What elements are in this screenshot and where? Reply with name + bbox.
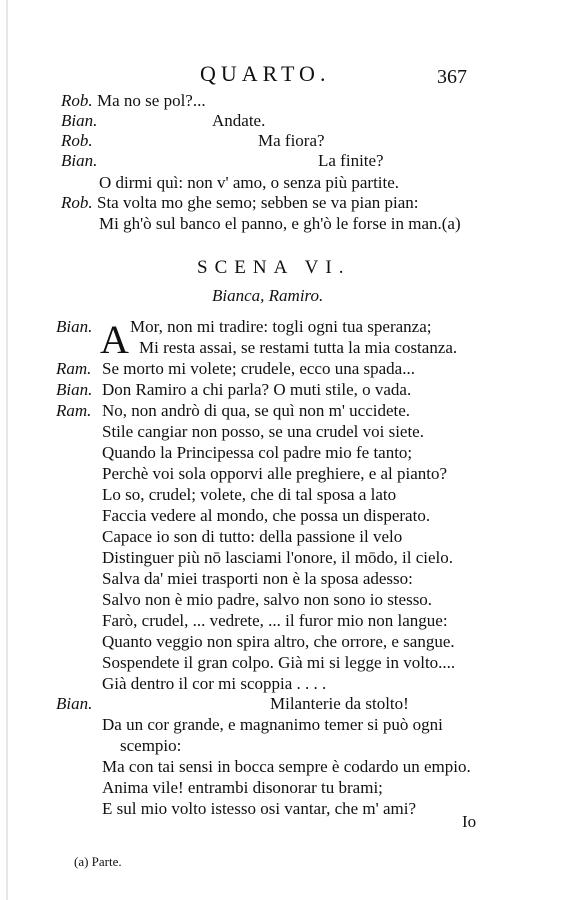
verse-line: Lo so, crudel; volete, che di tal sposa a lato bbox=[102, 485, 397, 504]
verse-line: Già dentro il cor mi scoppia . . . . bbox=[102, 674, 327, 693]
page-number: 367 bbox=[437, 66, 467, 88]
verse-line: Ma no se pol?... bbox=[97, 91, 206, 110]
verse-line: Stile cangiar non posso, se una crudel voi siete. bbox=[102, 422, 424, 441]
verse-line: La finite? bbox=[318, 151, 384, 170]
verse-line: Don Ramiro a chi parla? O muti stile, o vada. bbox=[102, 380, 412, 399]
verse-line: Ma fiora? bbox=[258, 131, 325, 150]
verse-line: Mor, non mi tradire: togli ogni tua speranza; bbox=[130, 317, 432, 336]
verse-line: Andate. bbox=[212, 111, 266, 130]
drop-cap: A bbox=[100, 317, 129, 362]
verse-line: E sul mio volto istesso osi vantar, che m' ami? bbox=[102, 799, 417, 818]
speaker-label: Bian. bbox=[61, 151, 98, 170]
verse-line: Perchè voi sola opporvi alle preghiere, e al pianto? bbox=[102, 464, 448, 483]
verse-line: Ma con tai sensi in bocca sempre è codardo un empio. bbox=[102, 757, 471, 776]
verse-line: Anima vile! entrambi disonorar tu brami; bbox=[102, 778, 383, 797]
verse-line: Sospendete il gran colpo. Già mi si legge in volto.... bbox=[102, 653, 456, 672]
verse-line: Mi resta assai, se restami tutta la mia costanza. bbox=[139, 338, 458, 357]
speaker-label: Rob. bbox=[61, 91, 93, 110]
verse-line: Da un cor grande, e magnanimo temer si può ogni bbox=[102, 715, 443, 734]
speaker-label: Bian. bbox=[56, 317, 93, 336]
verse-line: Farò, crudel, ... vedrete, ... il furor mio non langue: bbox=[102, 611, 448, 630]
verse-line: Distinguer più nō lasciami l'onore, il mōdo, il cielo. bbox=[102, 548, 454, 567]
verse-line: Se morto mi volete; crudele, ecco una spada... bbox=[102, 359, 415, 378]
verse-line: O dirmi quì: non v' amo, o senza più partite. bbox=[99, 173, 400, 192]
verse-line: Faccia vedere al mondo, che possa un disperato. bbox=[102, 506, 431, 525]
verse-line: Sta volta mo ghe semo; sebben se va pian pian: bbox=[97, 193, 419, 212]
verse-line: Salva da' miei trasporti non è la sposa adesso: bbox=[102, 569, 413, 588]
catchword: Io bbox=[462, 812, 477, 831]
verse-line: Milanterie da stolto! bbox=[270, 694, 409, 713]
speaker-label: Bian. bbox=[56, 694, 93, 713]
verse-line: Mi gh'ò sul banco el panno, e gh'ò le forse in man.(a) bbox=[99, 214, 461, 233]
speaker-label: Bian. bbox=[61, 111, 98, 130]
running-header: QUARTO. bbox=[200, 61, 331, 86]
verse-line: Salvo non è mio padre, salvo non sono io stesso. bbox=[102, 590, 433, 609]
page-edge bbox=[6, 0, 8, 900]
speaker-label: Bian. bbox=[56, 380, 93, 399]
scene-characters: Bianca, Ramiro. bbox=[212, 286, 324, 305]
footnote: (a) Parte. bbox=[74, 854, 122, 869]
verse-line: Quanto veggio non spira altro, che orrore, e sangue. bbox=[102, 632, 455, 651]
verse-line: No, non andrò di qua, se quì non m' uccidete. bbox=[102, 401, 411, 420]
verse-line: Capace io son di tutto: della passione il velo bbox=[102, 527, 403, 546]
verse-line: scempio: bbox=[120, 736, 182, 755]
scene-heading: SCENA VI. bbox=[197, 257, 351, 278]
speaker-label: Ram. bbox=[56, 359, 92, 378]
speaker-label: Ram. bbox=[56, 401, 92, 420]
verse-line: Quando la Principessa col padre mio fe tanto; bbox=[102, 443, 413, 462]
speaker-label: Rob. bbox=[61, 131, 93, 150]
speaker-label: Rob. bbox=[61, 193, 93, 212]
